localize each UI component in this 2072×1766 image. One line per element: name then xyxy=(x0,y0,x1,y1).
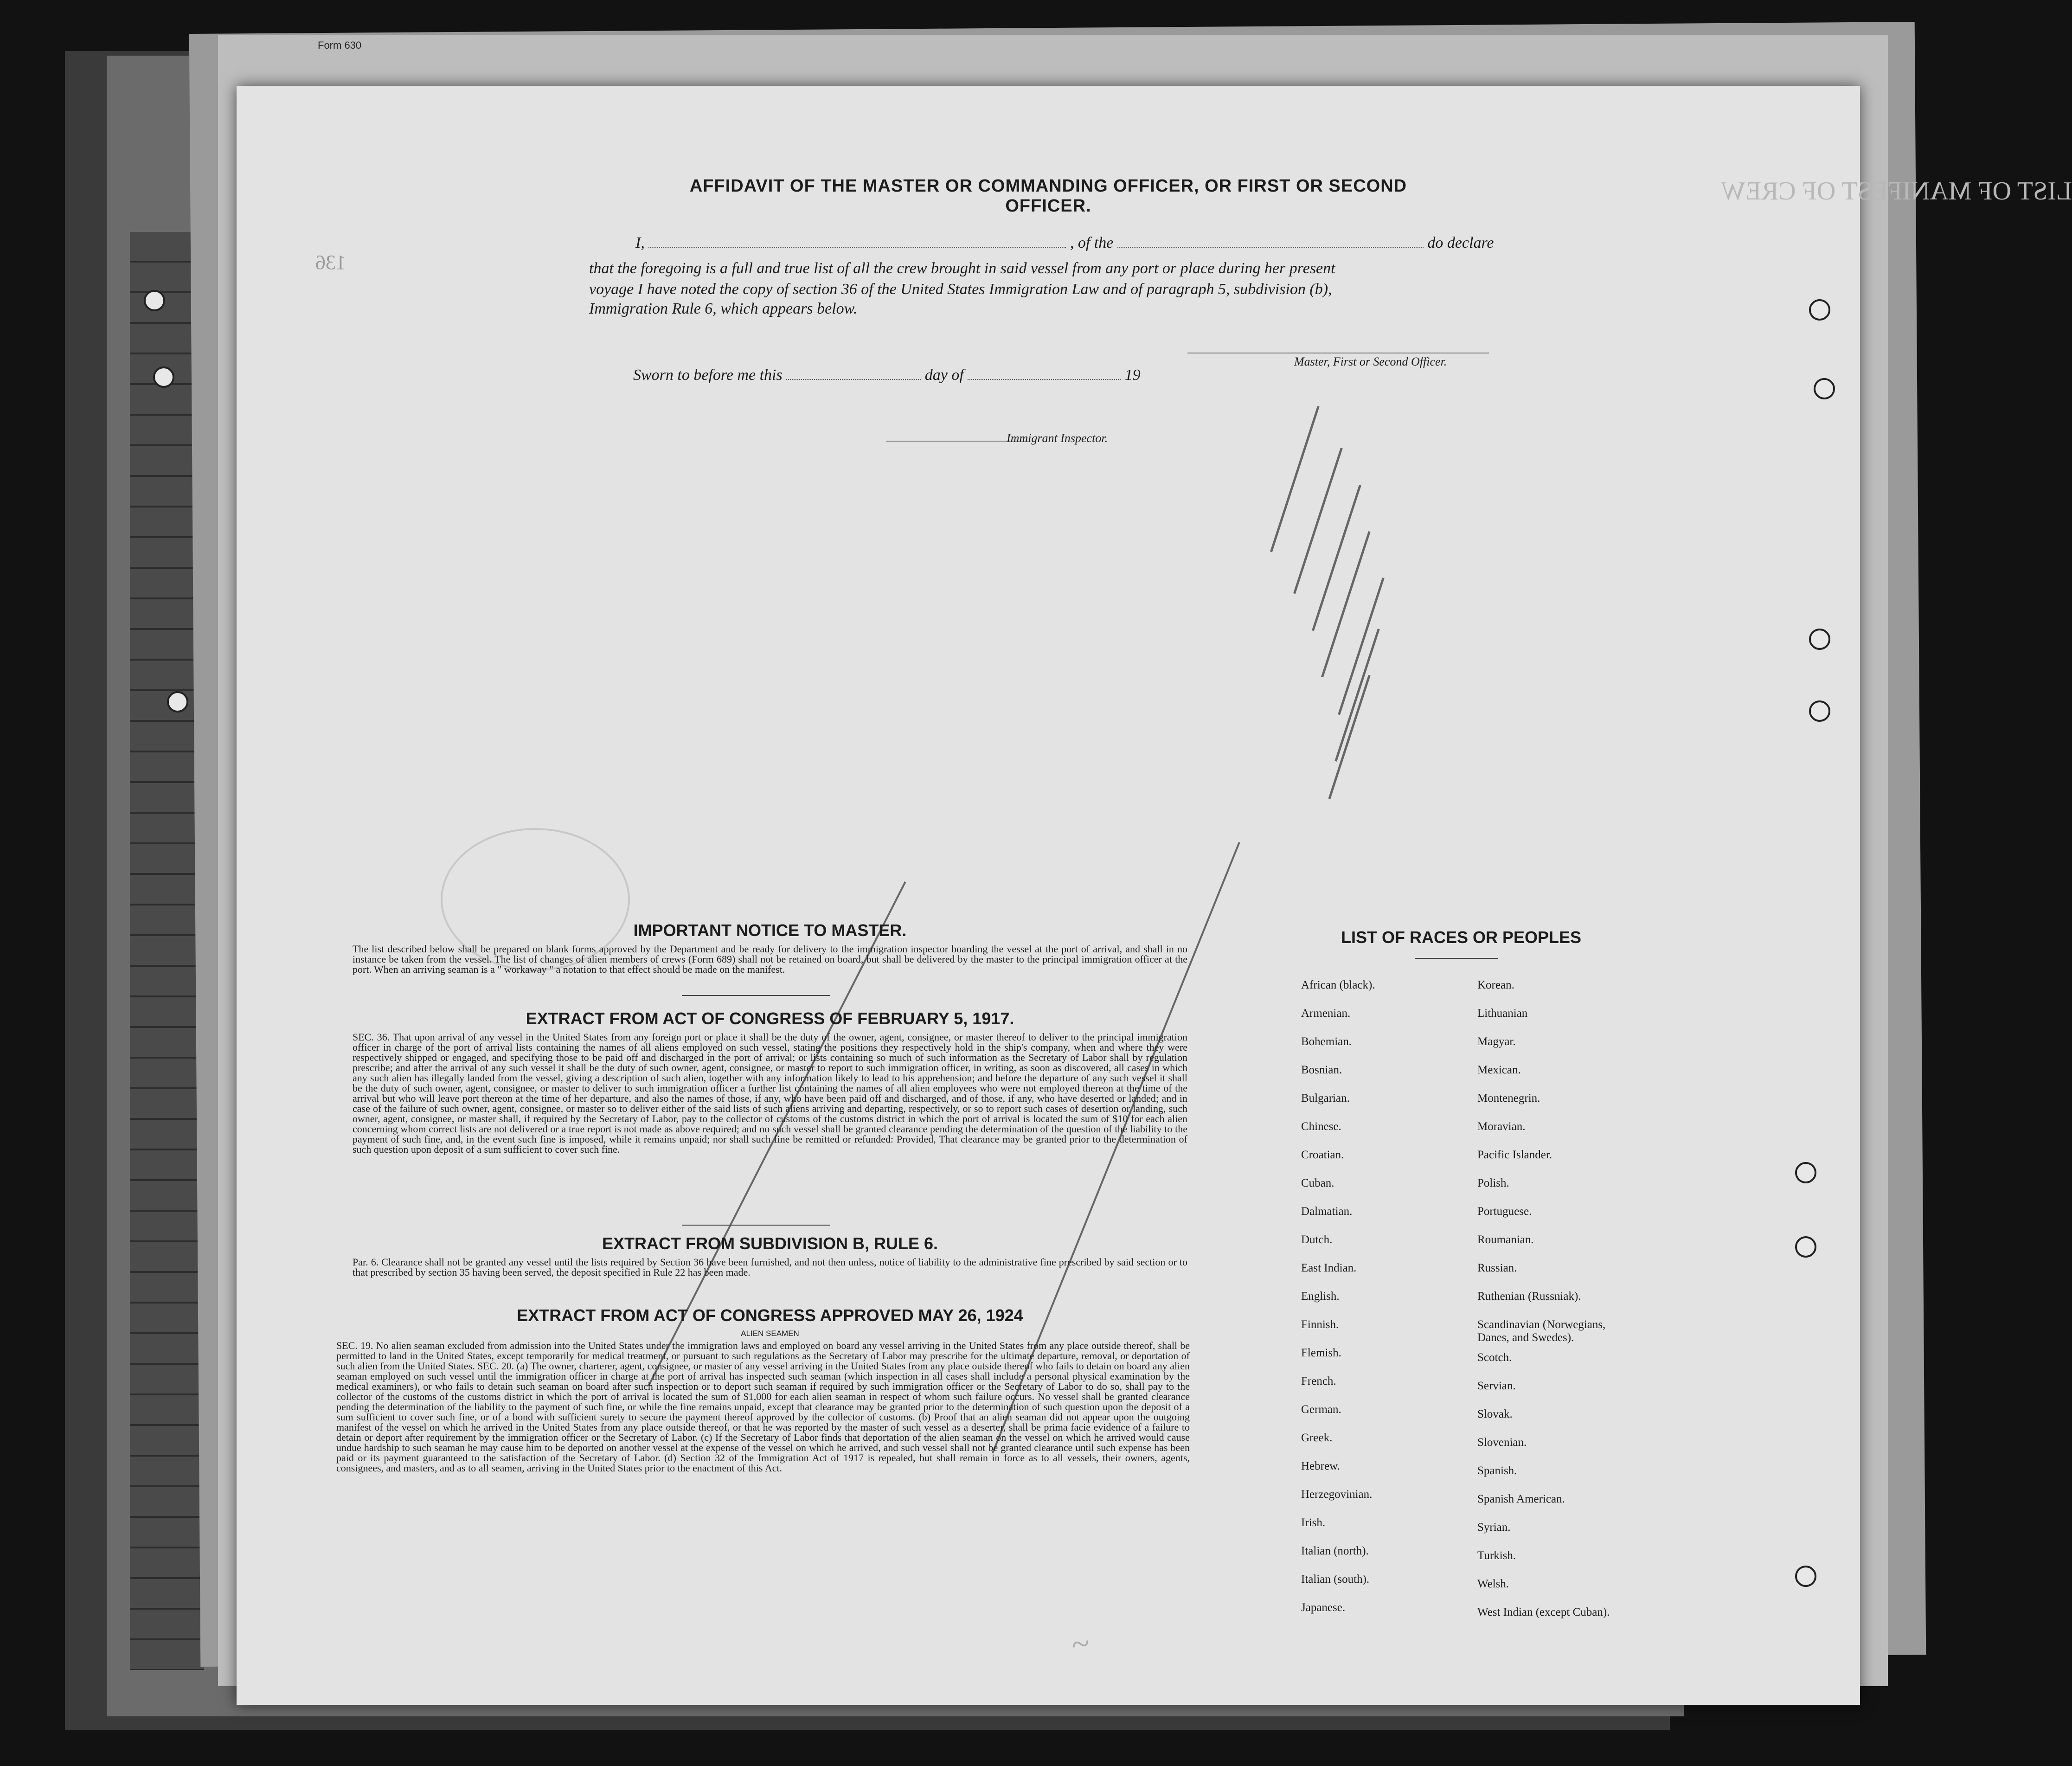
affidavit-line-4: Immigration Rule 6, which appears below. xyxy=(589,300,858,317)
name-blank[interactable] xyxy=(648,247,1066,248)
affidavit-of-the: , of the xyxy=(1070,234,1114,251)
race-item: Bohemian. xyxy=(1301,1035,1352,1048)
race-item: West Indian (except Cuban). xyxy=(1477,1606,1610,1618)
race-item: Spanish. xyxy=(1477,1464,1517,1477)
race-item: Montenegrin. xyxy=(1477,1092,1540,1105)
affidavit-declare: do declare xyxy=(1427,234,1494,251)
race-item: Finnish. xyxy=(1301,1318,1339,1331)
affidavit-line-1 xyxy=(635,234,1494,252)
race-item: Irish. xyxy=(1301,1516,1326,1529)
race-item: Pacific Islander. xyxy=(1477,1149,1552,1161)
race-item: Magyar. xyxy=(1477,1035,1516,1048)
race-item: Korean. xyxy=(1477,979,1514,991)
pencil-mark xyxy=(1338,578,1385,715)
race-item: Armenian. xyxy=(1301,1007,1351,1020)
race-item: Lithuanian xyxy=(1477,1007,1528,1020)
pencil-scrawl: ~ xyxy=(1070,1625,1091,1663)
race-item: Croatian. xyxy=(1301,1149,1344,1161)
divider xyxy=(1415,958,1498,959)
race-item: Japanese. xyxy=(1301,1601,1346,1614)
sworn-year: 19 xyxy=(1124,366,1141,384)
extract-1924-body: SEC. 19. No alien seaman excluded from admission into the United States under the immigration laws and employed on board any vessel arriving in the United States from any place outside thereof, shall be permitted to land in the United States, except temporarily for medical treatment, or pursuant to such regulations as the Secretary of Labor may prescribe for the ultimate departure, removal, or deportation of such alien from the United States. SEC. 20. (a) The owner, charterer, agent, consignee, or master of any vessel arriving in the United States from any place outside thereof who fails to detain on board any alien seaman employed on such vessel until the immigration officer in charge at the port of arrival has inspected such seaman (which inspection in all cases shall include a personal physical examination by the medical examiners), or who fails to detain such seaman on board after such inspection or to deport such seaman if required by such immigration officer or the Secretary of Labor to do so, shall pay to the collector of the customs of the customs district in which the port of arrival is located the sum of $1,000 for each alien seaman in respect of whom such failure occurs. No vessel shall be granted clearance pending the determination of the liability to the payment of such fine, or while the fine remains unpaid, except that clearance may be granted prior to the determination of such question upon the deposit of a sum sufficient to cover such fine, or of a bond with sufficient surety to secure the payment thereof approved by the collector of customs. (b) Proof that an alien seaman did not appear upon the outgoing manifest of the vessel on which he arrived in the United States from any place outside thereof, or that he was reported by the master of such vessel as a deserter, shall be prima facie evidence of a failure to detain or deport after requirement by the immigration officer or the Secretary of Labor. (c) If the Secretary of Labor finds that deportation of the alien seaman on the vessel on which he arrived would cause undue hardship to such seaman he may cause him to be deported on another vessel at the expense of the vessel on which he arrived, and such vessel shall not be granted clearance until such expense has been paid or its payment guaranteed to the satisfaction of the Secretary of Labor. (d) Section 32 of the Immigration Act of 1917 is repealed, but shall remain in force as to all vessels, their owners, agents, consignees, and masters, and as to all seamen, arriving in the United States prior to the enactment of this Act. xyxy=(336,1340,1190,1474)
race-item: Cuban. xyxy=(1301,1177,1334,1189)
race-item: Bosnian. xyxy=(1301,1064,1342,1076)
race-item: Flemish. xyxy=(1301,1347,1341,1359)
race-item: Herzegovinian. xyxy=(1301,1488,1373,1501)
extract-1917-body: SEC. 36. That upon arrival of any vessel in the United States from any foreign port or place it shall be the duty of the owner, agent, consignee, or master thereof to deliver to the principal immigration officer in charge of the port of arrival lists containing the names of all aliens employed on such vessel, stating the positions they respectively hold in the ship's company, when and where they were respectively shipped or engaged, and specifying those to be paid off and discharged in the port of arrival; or lists containing so much of such information as the Secretary of Labor shall by regulation prescribe; and after the arrival of any such vessel it shall be the duty of such owner, agent, consignee, or master to report to such immigration officer, in writing, as soon as discovered, all cases in which any such alien has illegally landed from the vessel, giving a description of such alien, together with any information likely to lead to his apprehension; and before the departure of any such vessel it shall be the duty of such owner, agent, consignee, or master to deliver to such immigration officer a further list containing the names of all alien employees who were not employed thereon at the time of the arrival but who will leave port thereon at the time of her departure, and also the names of those, if any, who have been paid off and discharged, and of those, if any, who have deserted or landed; and in case of the failure of such owner, agent, consignee, or master so to deliver either of the said lists of such aliens arriving and departing, respectively, or so to report such cases of desertion or landing, such owner, agent, consignee, or master shall, if required by the Secretary of Labor, pay to the collector of customs of the customs district in which the port of arrival is located the sum of $10 for each alien concerning whom correct lists are not delivered or a true report is not made as above required; and no such vessel shall be granted clearance pending the determination of the question of the liability to the payment of such fine, and, in the event such fine is imposed, while it remains unpaid; nor shall such fine be remitted or refunded: Provided, That clearance may be granted prior to the determination of such question upon deposit of a sum sufficient to cover such fine. xyxy=(353,1031,1187,1155)
notice-body: The list described below shall be prepared on blank forms approved by the Department and be ready for delivery to the immigration inspector boarding the vessel at the port of arrival, and shall in no instance be taken from the vessel. The list of changes of alien members of crews (Form 689) shall not be retained on board, but shall be delivered by the master to the principal immigration officer at the port. When an arriving seaman is a " workaway " a notation to that effect should be made on the manifest. xyxy=(353,943,1187,975)
punch-hole xyxy=(144,290,165,311)
race-item: Chinese. xyxy=(1301,1120,1341,1133)
race-item: East Indian. xyxy=(1301,1262,1357,1274)
affidavit-line-3: voyage I have noted the copy of section 36 of the United States Immigration Law and of paragraph 5, subdivision (b), xyxy=(589,281,1332,298)
punch-hole xyxy=(1795,1236,1816,1258)
pencil-mark xyxy=(1312,485,1361,631)
sworn-day-label: day of xyxy=(924,366,964,384)
punch-hole xyxy=(167,691,188,713)
race-item: Russian. xyxy=(1477,1262,1517,1274)
divider xyxy=(682,995,830,996)
form-number: Form 630 xyxy=(318,39,362,51)
race-item: Dalmatian. xyxy=(1301,1205,1353,1218)
race-item: Turkish. xyxy=(1477,1549,1516,1562)
bleed-through-page-number: 136 xyxy=(315,251,346,274)
race-item: Scandinavian (Norwegians, Danes, and Swedes). xyxy=(1477,1318,1606,1344)
race-item: Servian. xyxy=(1477,1380,1516,1392)
race-item: African (black). xyxy=(1301,979,1375,991)
rule6-title: EXTRACT FROM SUBDIVISION B, RULE 6. xyxy=(602,1234,938,1253)
race-item: Scotch. xyxy=(1477,1351,1512,1364)
punch-hole xyxy=(1795,1162,1816,1183)
race-item: English. xyxy=(1301,1290,1340,1303)
race-item: Moravian. xyxy=(1477,1120,1526,1133)
sworn-line xyxy=(633,366,1141,384)
race-item: Slovak. xyxy=(1477,1408,1513,1420)
officer-signature-label: Master, First or Second Officer. xyxy=(1294,355,1447,368)
race-item: Greek. xyxy=(1301,1432,1333,1444)
race-item: Hebrew. xyxy=(1301,1460,1340,1472)
document-page xyxy=(237,86,2072,1705)
extract-1924-title: EXTRACT FROM ACT OF CONGRESS APPROVED MAY 26, 1924 xyxy=(517,1306,1023,1325)
pencil-mark xyxy=(1321,531,1371,677)
race-item: German. xyxy=(1301,1403,1341,1416)
race-item: Roumanian. xyxy=(1477,1233,1534,1246)
affidavit-line-2: that the foregoing is a full and true list of all the crew brought in said vessel from any port or place during her present xyxy=(589,260,1335,277)
race-item: Polish. xyxy=(1477,1177,1509,1189)
inspector-signature-label: Immigrant Inspector. xyxy=(1007,431,1108,445)
extract-1917-title: EXTRACT FROM ACT OF CONGRESS OF FEBRUARY 5, 1917. xyxy=(526,1009,1014,1028)
race-item: Spanish American. xyxy=(1477,1493,1565,1505)
punch-hole xyxy=(1814,378,1835,399)
sworn-day-blank[interactable] xyxy=(786,379,921,380)
pencil-mark xyxy=(1270,406,1320,552)
extract-1924-subtitle: ALIEN SEAMEN xyxy=(741,1329,799,1338)
race-item: Dutch. xyxy=(1301,1233,1333,1246)
pencil-mark xyxy=(1328,675,1370,799)
races-title: LIST OF RACES OR PEOPLES xyxy=(1341,928,1582,947)
notice-title: IMPORTANT NOTICE TO MASTER. xyxy=(633,921,907,940)
race-item: Syrian. xyxy=(1477,1521,1511,1534)
punch-hole xyxy=(153,366,174,388)
race-item: Bulgarian. xyxy=(1301,1092,1350,1105)
vessel-blank[interactable] xyxy=(1117,247,1424,248)
punch-hole xyxy=(1809,629,1830,650)
punch-hole xyxy=(1795,1566,1816,1587)
bleed-through-heading: LIST OF MANIFEST OF CREW xyxy=(1721,177,2072,205)
race-item: Portuguese. xyxy=(1477,1205,1532,1218)
race-item: Ruthenian (Russniak). xyxy=(1477,1290,1581,1303)
punch-hole xyxy=(1809,700,1830,722)
race-item: Mexican. xyxy=(1477,1064,1521,1076)
rule6-body: Par. 6. Clearance shall not be granted any vessel until the lists required by Section 36 have been furnished, and not then unless, notice of liability to the administrative fine prescribed by said section or to that prescribed by section 35 having been served, the deposit specified in Rule 22 has been made. xyxy=(353,1256,1187,1278)
race-item: Italian (south). xyxy=(1301,1573,1370,1586)
punch-hole xyxy=(1809,299,1830,321)
race-item: Slovenian. xyxy=(1477,1436,1527,1449)
affidavit-title: AFFIDAVIT OF THE MASTER OR COMMANDING OFFICER, OR FIRST OR SECOND OFFICER. xyxy=(689,176,1407,216)
pencil-mark xyxy=(1334,629,1379,762)
divider xyxy=(682,1225,830,1226)
race-item: Italian (north). xyxy=(1301,1545,1369,1557)
affidavit-i: I, xyxy=(635,234,645,251)
sworn-month-blank[interactable] xyxy=(968,379,1121,380)
sworn-prefix: Sworn to before me this xyxy=(633,366,783,384)
race-item: Welsh. xyxy=(1477,1578,1509,1590)
pencil-mark xyxy=(1293,448,1343,594)
race-item: French. xyxy=(1301,1375,1336,1387)
